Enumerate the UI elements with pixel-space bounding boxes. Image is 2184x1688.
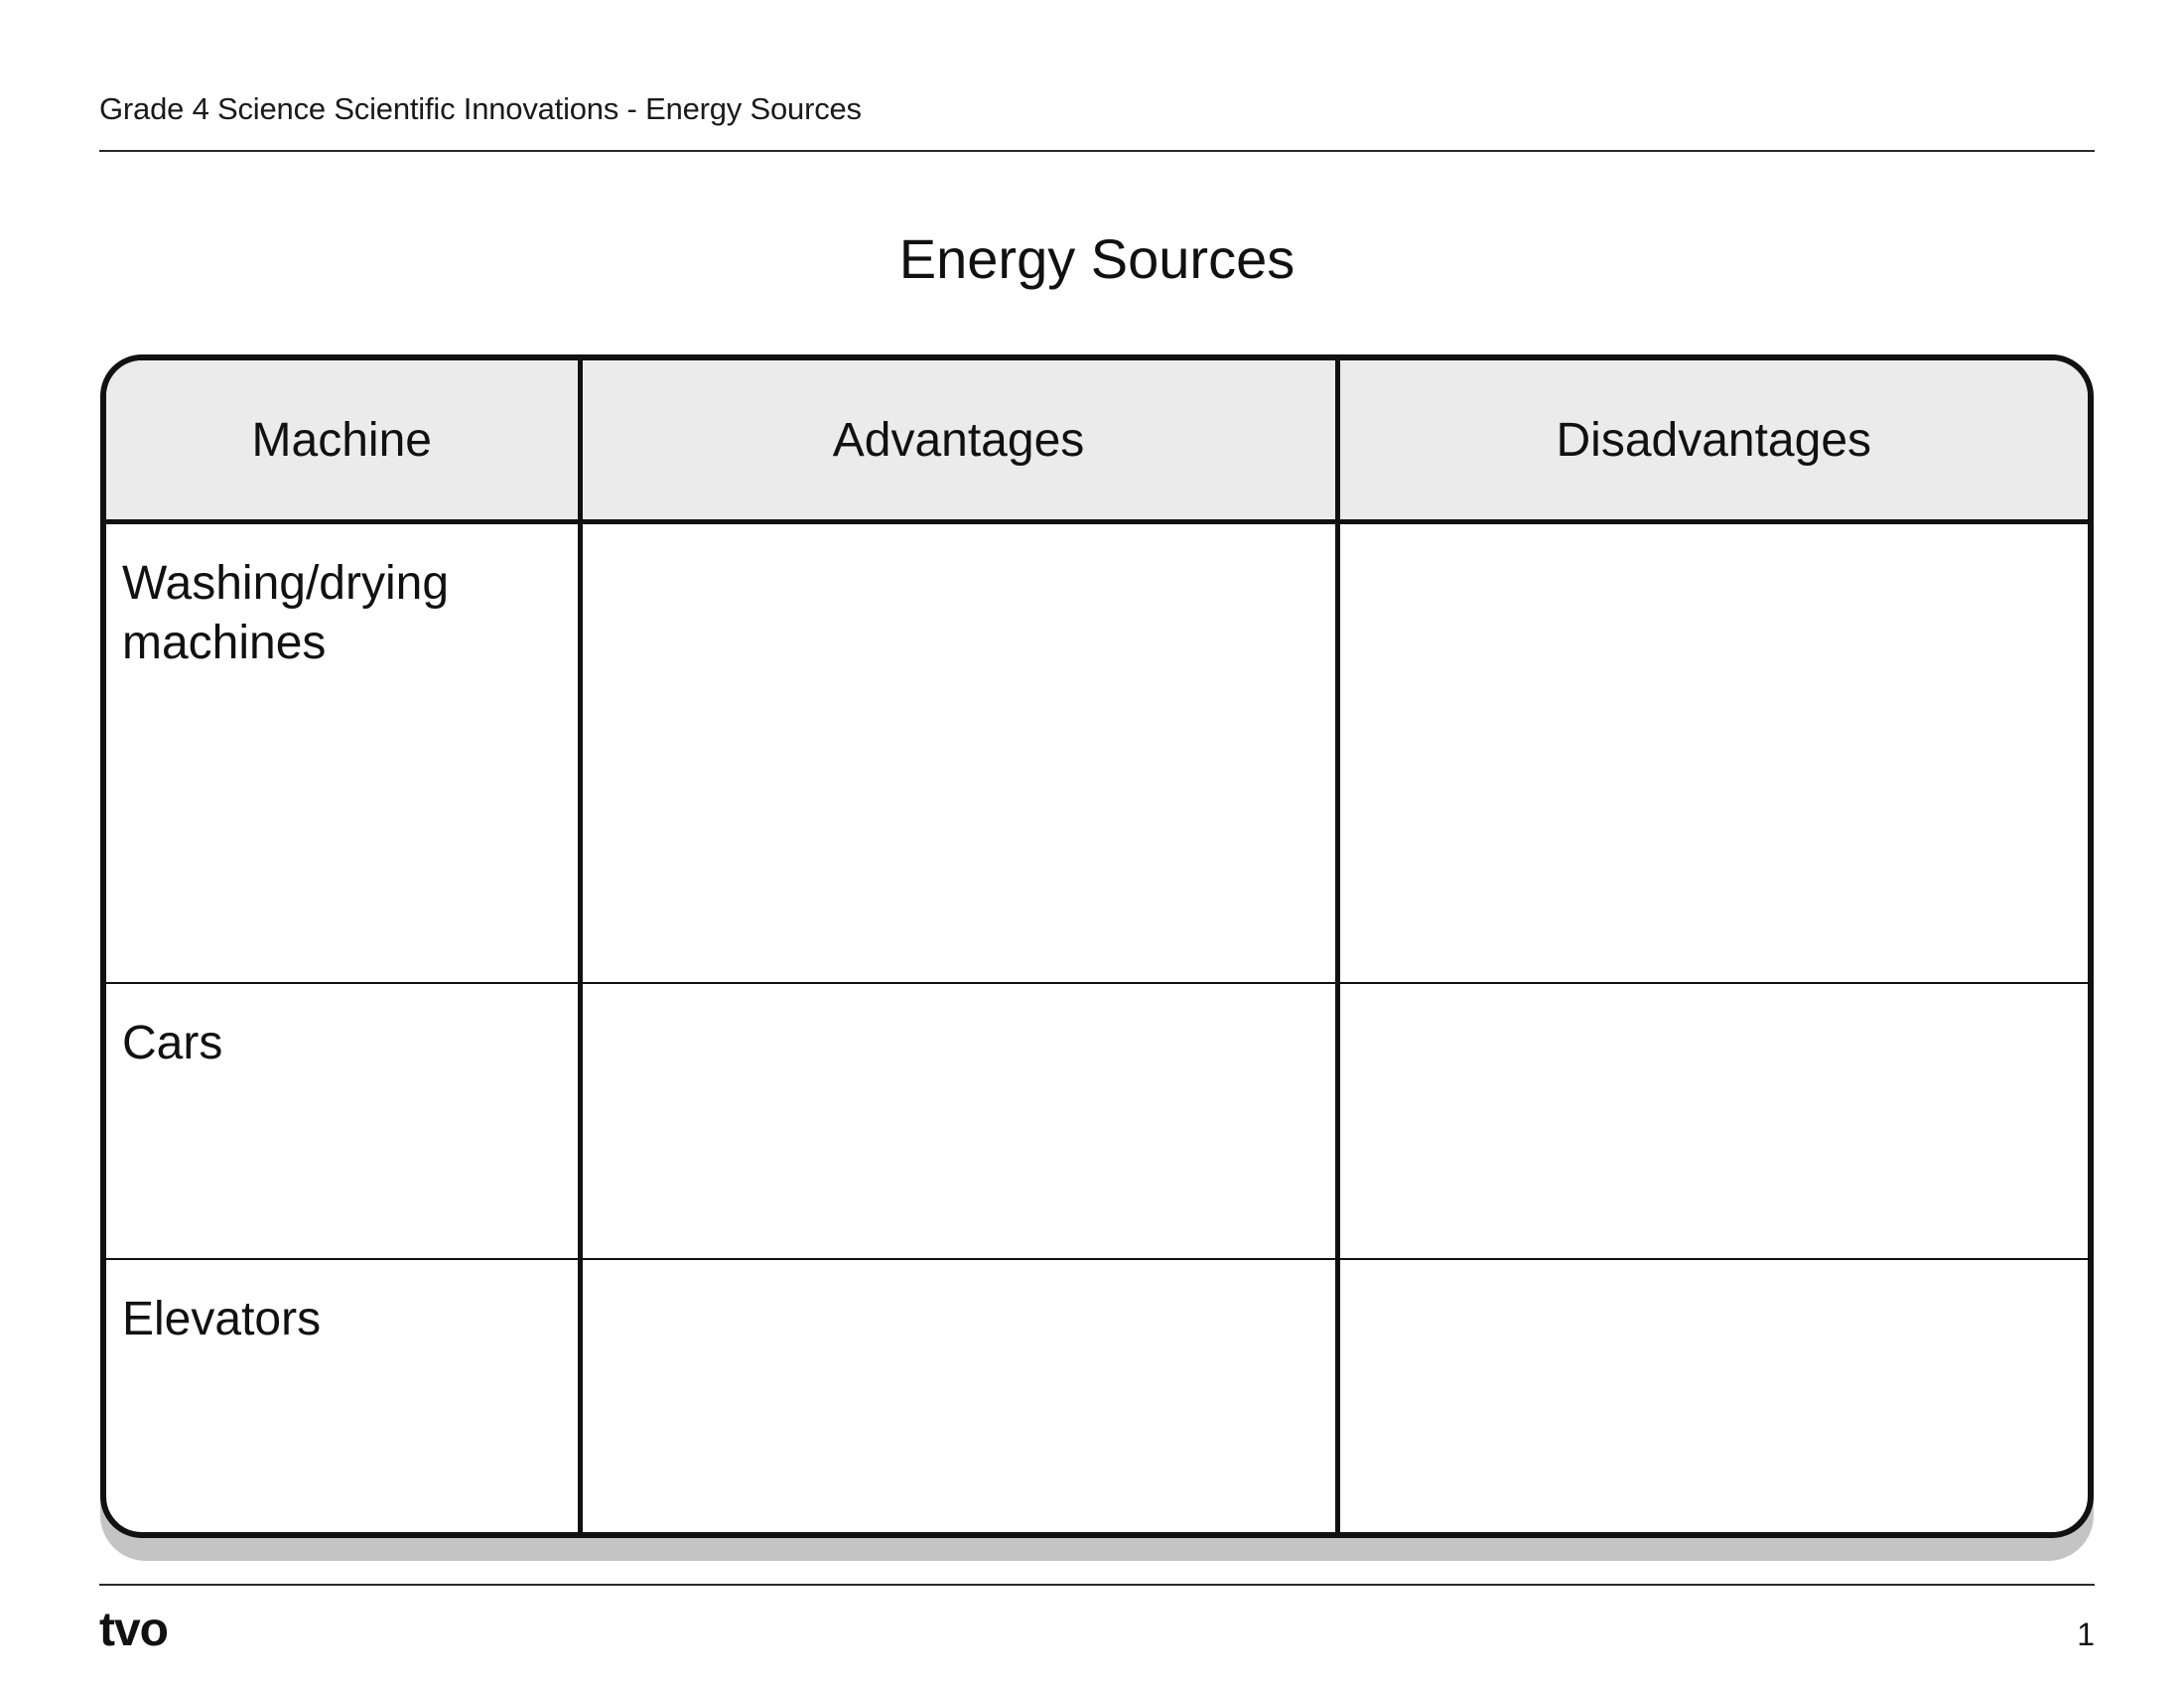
tvo-logo: tvo bbox=[99, 1604, 168, 1656]
disadvantages-cell[interactable] bbox=[1337, 522, 2088, 983]
machine-cell: Cars bbox=[106, 983, 580, 1259]
column-header-disadvantages: Disadvantages bbox=[1337, 360, 2088, 522]
column-header-advantages: Advantages bbox=[580, 360, 1337, 522]
header-divider bbox=[99, 150, 2095, 152]
machine-cell: Washing/drying machines bbox=[106, 522, 580, 983]
disadvantages-cell[interactable] bbox=[1337, 983, 2088, 1259]
disadvantages-cell[interactable] bbox=[1337, 1259, 2088, 1532]
table-row bbox=[106, 522, 2088, 983]
page-title: Energy Sources bbox=[898, 227, 1296, 290]
footer-divider bbox=[99, 1584, 2095, 1586]
page-number: 1 bbox=[2077, 1617, 2095, 1652]
table-row bbox=[106, 983, 2088, 1259]
running-header: Grade 4 Science Scientific Innovations - Energy Sources bbox=[99, 91, 862, 126]
table-row bbox=[106, 1259, 2088, 1532]
table-header-row bbox=[106, 360, 2088, 522]
advantages-cell[interactable] bbox=[580, 522, 1337, 983]
column-header-machine: Machine bbox=[106, 360, 580, 522]
energy-sources-table bbox=[100, 354, 2094, 1538]
advantages-cell[interactable] bbox=[580, 1259, 1337, 1532]
machine-cell: Elevators bbox=[106, 1259, 580, 1532]
advantages-cell[interactable] bbox=[580, 983, 1337, 1259]
